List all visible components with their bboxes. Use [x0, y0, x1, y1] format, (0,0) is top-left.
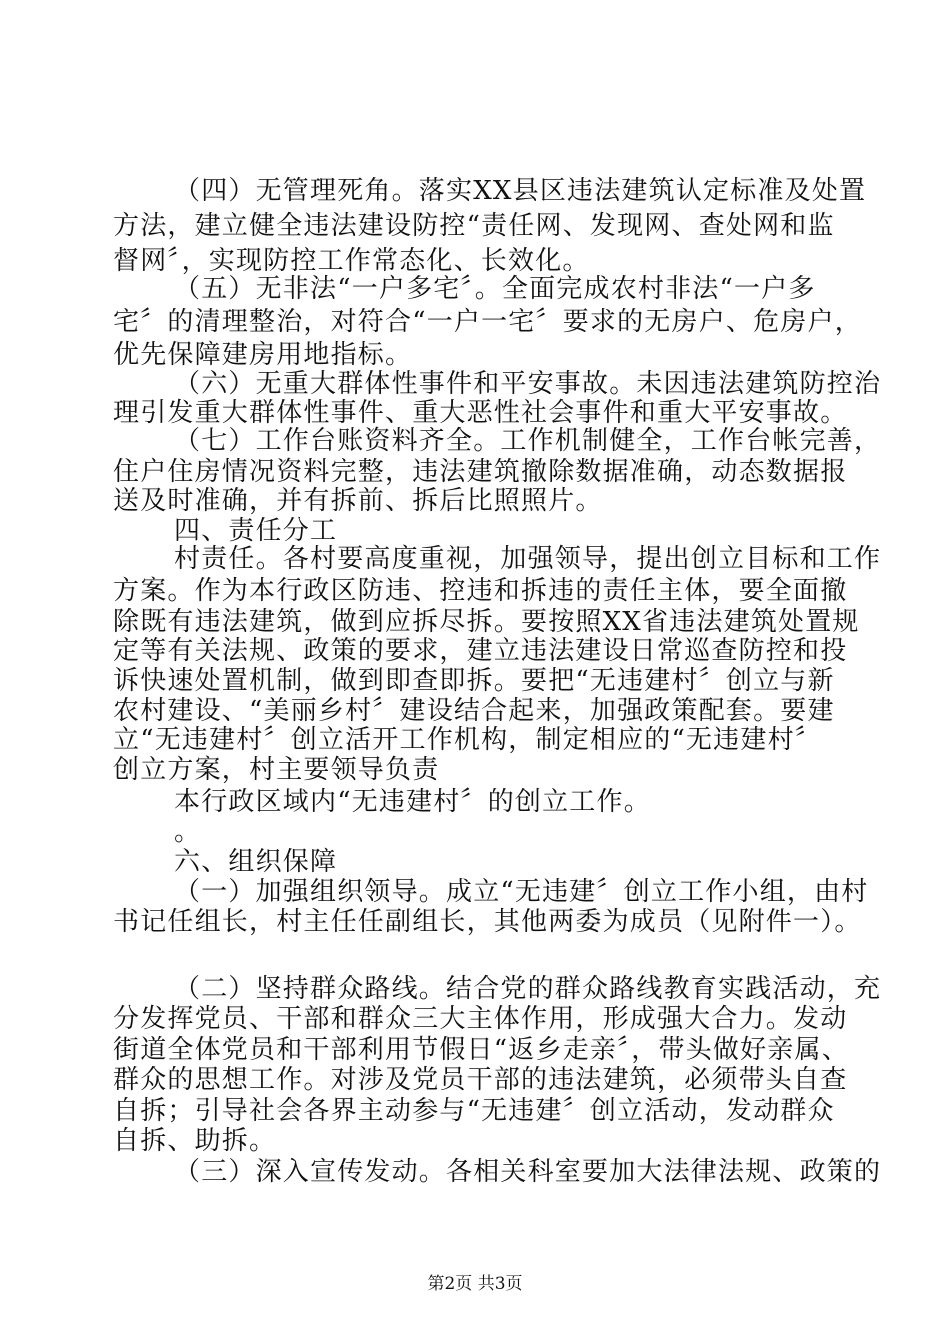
text-line: （五）无非法“一户多宅〞。全面完成农村非法“一户多 [174, 274, 816, 304]
text-line: 督网〞，实现防控工作常态化、长效化。 [113, 246, 590, 276]
text-line: （二）坚持群众路线。结合党的群众路线教育实践活动，充 [174, 974, 882, 1004]
text-line: 立“无违建村〞创立活开工作机构，制定相应的“无违建村〞 [113, 725, 822, 755]
text-line: 农村建设、“美丽乡村〞建设结合起来，加强政策配套。要建 [113, 696, 835, 726]
text-line: （四）无管理死角。落实XX县区违法建筑认定标准及处置 [174, 176, 867, 206]
text-line: （六）无重大群体性事件和平安事故。未因违法建筑防控治 [174, 369, 882, 399]
text-line: （一）加强组织领导。成立“无违建〞创立工作小组，由村 [174, 877, 869, 907]
section-heading: 四、责任分工 [174, 516, 338, 546]
text-line: 诉快速处置机制，做到即查即拆。要把“无违建村〞创立与新 [113, 666, 835, 696]
text-line: 宅〞的清理整治，对符合“一户一宅〞要求的无房户、危房户， [113, 307, 862, 337]
section-heading: 六、组织保障 [174, 847, 338, 877]
text-line: 定等有关法规、政策的要求，建立违法建设日常巡查防控和投 [113, 636, 848, 666]
text-line: 本行政区域内“无违建村〞的创立工作。 [174, 787, 651, 817]
text-line: 村责任。各村要高度重视，加强领导，提出创立目标和工作 [174, 544, 882, 574]
text-line: 住户住房情况资料完整，违法建筑撤除数据准确，动态数据报 [113, 457, 848, 487]
page-number-footer: 第2页 共3页 [427, 1274, 523, 1294]
text-line: 方案。作为本行政区防违、控违和拆违的责任主体，要全面撤 [113, 576, 848, 606]
text-line: 街道全体党员和干部利用节假日“返乡走亲〞，带头做好亲属、 [113, 1035, 849, 1065]
text-line: 送及时准确，并有拆前、拆后比照照片。 [113, 486, 603, 516]
text-line: 创立方案，村主要领导负责 [113, 755, 440, 785]
text-line: 方法，建立健全违法建设防控“责任网、发现网、查处网和监 [113, 211, 835, 241]
text-line: 理引发重大群体性事件、重大恶性社会事件和重大平安事故。 [113, 398, 848, 428]
text-line: （三）深入宣传发动。各相关科室要加大法律法规、政策的 [174, 1157, 882, 1187]
text-line: 群众的思想工作。对涉及党员干部的违法建筑，必须带头自查 [113, 1065, 848, 1095]
text-line: 自拆、助拆。 [113, 1126, 277, 1156]
text-line: 分发挥党员、干部和群众三大主体作用，形成强大合力。发动 [113, 1004, 848, 1034]
text-line: 。 [174, 817, 202, 847]
text-line: 书记任组长，村主任任副组长，其他两委为成员（见附件一）。 [113, 907, 862, 937]
text-line: 优先保障建房用地指标。 [113, 340, 413, 370]
text-line: （七）工作台账资料齐全。工作机制健全，工作台帐完善， [174, 426, 882, 456]
text-line: 除既有违法建筑，做到应拆尽拆。要按照XX省违法建筑处置规 [113, 607, 860, 637]
text-line: 自拆；引导社会各界主动参与“无违建〞创立活动，发动群众 [113, 1096, 835, 1126]
